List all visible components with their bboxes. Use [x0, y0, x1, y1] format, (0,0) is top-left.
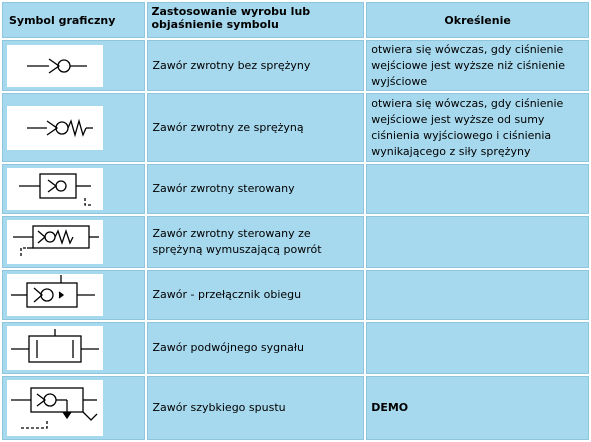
two-pressure-valve-icon — [7, 326, 103, 370]
application-cell: Zawór - przełącznik obiegu — [147, 270, 364, 320]
definition-cell: DEMO — [366, 376, 589, 440]
pilot-check-valve-icon — [7, 168, 103, 210]
pilot-spring-check-valve-icon — [7, 220, 103, 264]
definition-cell — [366, 216, 589, 268]
check-valve-icon — [7, 45, 103, 87]
table-row — [2, 322, 589, 374]
application-cell: Zawór zwrotny sterowany ze sprężyną wymuszającą powrót — [147, 216, 364, 268]
header-definition: Określenie — [366, 2, 589, 38]
table-row — [2, 376, 589, 440]
symbol-cell — [2, 164, 145, 214]
table-row — [2, 270, 589, 320]
table-row — [2, 216, 589, 268]
symbol-cell — [2, 322, 145, 374]
application-cell: Zawór szybkiego spustu — [147, 376, 364, 440]
symbol-cell — [2, 40, 145, 91]
symbol-cell — [2, 376, 145, 440]
header-symbol: Symbol graficzny — [2, 2, 145, 38]
symbol-cell — [2, 216, 145, 268]
definition-cell — [366, 322, 589, 374]
spring-check-valve-icon — [7, 106, 103, 150]
quick-exhaust-valve-icon — [7, 380, 103, 436]
definition-cell: otwiera się wówczas, gdy ciśnienie wejściowe jest wyższe niż ciśnienie wyjściowe — [366, 40, 589, 91]
shuttle-valve-icon — [7, 274, 103, 316]
application-cell: Zawór podwójnego sygnału — [147, 322, 364, 374]
symbol-cell — [2, 270, 145, 320]
header-row — [2, 2, 589, 38]
definition-cell — [366, 164, 589, 214]
table-row — [2, 164, 589, 214]
definition-cell: otwiera się wówczas, gdy ciśnienie wejściowe jest wyższe od sumy ciśnienia wyjściowego i ciśnienia wynikającego z siły sprężyny — [366, 93, 589, 162]
header-application: Zastosowanie wyrobu lub objaśnienie symbolu — [147, 2, 364, 38]
table-row — [2, 40, 589, 91]
definition-cell — [366, 270, 589, 320]
table-row — [2, 93, 589, 162]
symbol-cell — [2, 93, 145, 162]
application-cell: Zawór zwrotny bez sprężyny — [147, 40, 364, 91]
application-cell: Zawór zwrotny sterowany — [147, 164, 364, 214]
application-cell: Zawór zwrotny ze sprężyną — [147, 93, 364, 162]
